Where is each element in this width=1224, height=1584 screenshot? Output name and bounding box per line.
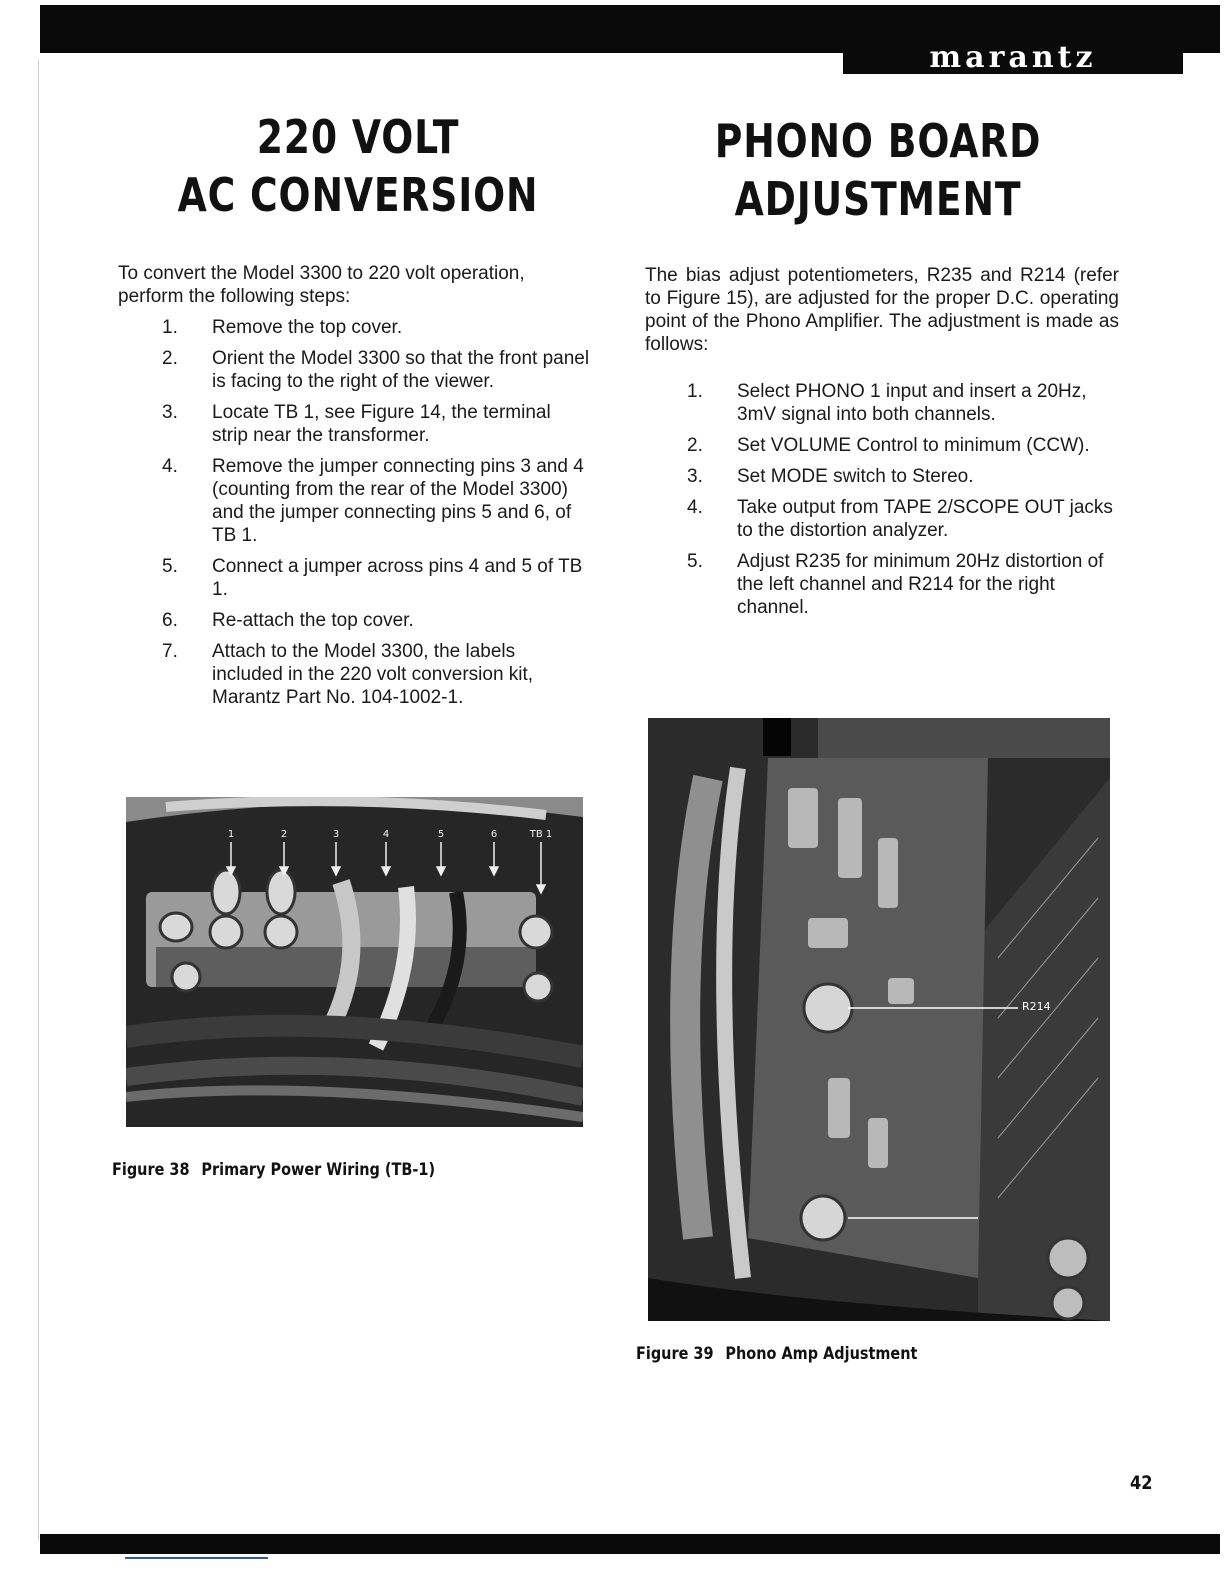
list-item <box>162 455 590 547</box>
pin-label: 5 <box>437 829 445 840</box>
step-text: Locate TB 1, see Figure 14, the terminal strip near the transformer. <box>212 402 551 446</box>
heading-line: PHONO BOARD <box>714 114 1042 168</box>
bottom-black-bar <box>40 1534 1220 1554</box>
step-number: 6. <box>162 610 178 631</box>
step-number: 4. <box>687 497 703 518</box>
figure-title: Phono Amp Adjustment <box>725 1344 918 1364</box>
r214-callout: R214 <box>1022 1000 1051 1013</box>
heading-line: AC CONVERSION <box>177 168 539 222</box>
list-item <box>162 609 590 632</box>
conversion-steps <box>118 316 590 709</box>
step-text: Set VOLUME Control to minimum (CCW). <box>737 435 1090 456</box>
figure-number: Figure 39 <box>636 1344 714 1364</box>
intro-paragraph: To convert the Model 3300 to 220 volt operation, perform the following steps: <box>118 263 525 307</box>
list-item <box>687 465 1119 488</box>
step-number: 3. <box>162 402 178 423</box>
list-item <box>687 496 1119 542</box>
figure-38-photo <box>126 797 583 1127</box>
step-number: 4. <box>162 456 178 477</box>
step-number: 5. <box>687 551 703 572</box>
figure-38-caption <box>112 1160 435 1180</box>
scan-edge-line <box>38 60 39 1540</box>
figure-39-caption <box>636 1344 917 1364</box>
heading-ac-conversion <box>153 108 563 224</box>
pin-label: 4 <box>382 829 390 840</box>
pin-label: 3 <box>332 829 340 840</box>
step-number: 7. <box>162 641 178 662</box>
step-number: 1. <box>687 381 703 402</box>
step-text: Take output from TAPE 2/SCOPE OUT jacks to the distortion analyzer. <box>737 497 1113 541</box>
step-number: 2. <box>162 348 178 369</box>
step-text: Adjust R235 for minimum 20Hz distortion of the left channel and R214 for the right channel. <box>737 551 1104 618</box>
pin-label: 1 <box>227 829 235 840</box>
list-item <box>162 347 590 393</box>
pin-label: TB 1 <box>529 829 553 840</box>
list-item <box>687 550 1119 619</box>
blue-underline <box>125 1557 268 1559</box>
adjustment-steps <box>645 380 1119 619</box>
pin-label: 6 <box>490 829 498 840</box>
step-number: 5. <box>162 556 178 577</box>
list-item <box>162 555 590 601</box>
intro-paragraph: The bias adjust potentiometers, R235 and R214 (refer to Figure 15), are adjusted for the proper D.C. operating point of the Phono Amplifier. The adjustment is made as follows: <box>645 265 1119 355</box>
list-item <box>687 434 1119 457</box>
figure-title: Primary Power Wiring (TB-1) <box>201 1160 436 1180</box>
step-text: Select PHONO 1 input and insert a 20Hz, 3mV signal into both channels. <box>737 381 1087 425</box>
step-number: 3. <box>687 466 703 487</box>
step-text: Re-attach the top cover. <box>212 610 414 631</box>
step-text: Remove the top cover. <box>212 317 403 338</box>
step-text: Connect a jumper across pins 4 and 5 of TB 1. <box>212 556 583 600</box>
step-text: Attach to the Model 3300, the labels included in the 220 volt conversion kit, Marantz Part No. 104-1002-1. <box>212 641 534 708</box>
step-number: 1. <box>162 317 178 338</box>
step-text: Orient the Model 3300 so that the front panel is facing to the right of the viewer. <box>212 348 590 392</box>
marantz-logo: marantz <box>843 40 1183 74</box>
list-item <box>162 401 590 447</box>
ac-conversion-text <box>118 262 590 717</box>
figure-39-photo <box>648 718 1110 1321</box>
list-item <box>162 316 590 339</box>
list-item <box>687 380 1119 426</box>
pin-label: 2 <box>280 829 288 840</box>
heading-line: ADJUSTMENT <box>734 172 1022 226</box>
page-number: 42 <box>1129 1472 1153 1494</box>
step-text: Remove the jumper connecting pins 3 and 4 (counting from the rear of the Model 3300) and the jumper connecting pins 5 and 6, of TB 1. <box>212 456 584 546</box>
list-item <box>162 640 590 709</box>
phono-board-illustration <box>648 718 1110 1321</box>
heading-phono-board <box>673 112 1083 228</box>
heading-line: 220 VOLT <box>256 110 460 164</box>
step-text: Set MODE switch to Stereo. <box>737 466 974 487</box>
figure-number: Figure 38 <box>112 1160 190 1180</box>
phono-adjustment-text <box>645 264 1119 627</box>
step-number: 2. <box>687 435 703 456</box>
terminal-strip-illustration <box>126 797 583 1127</box>
